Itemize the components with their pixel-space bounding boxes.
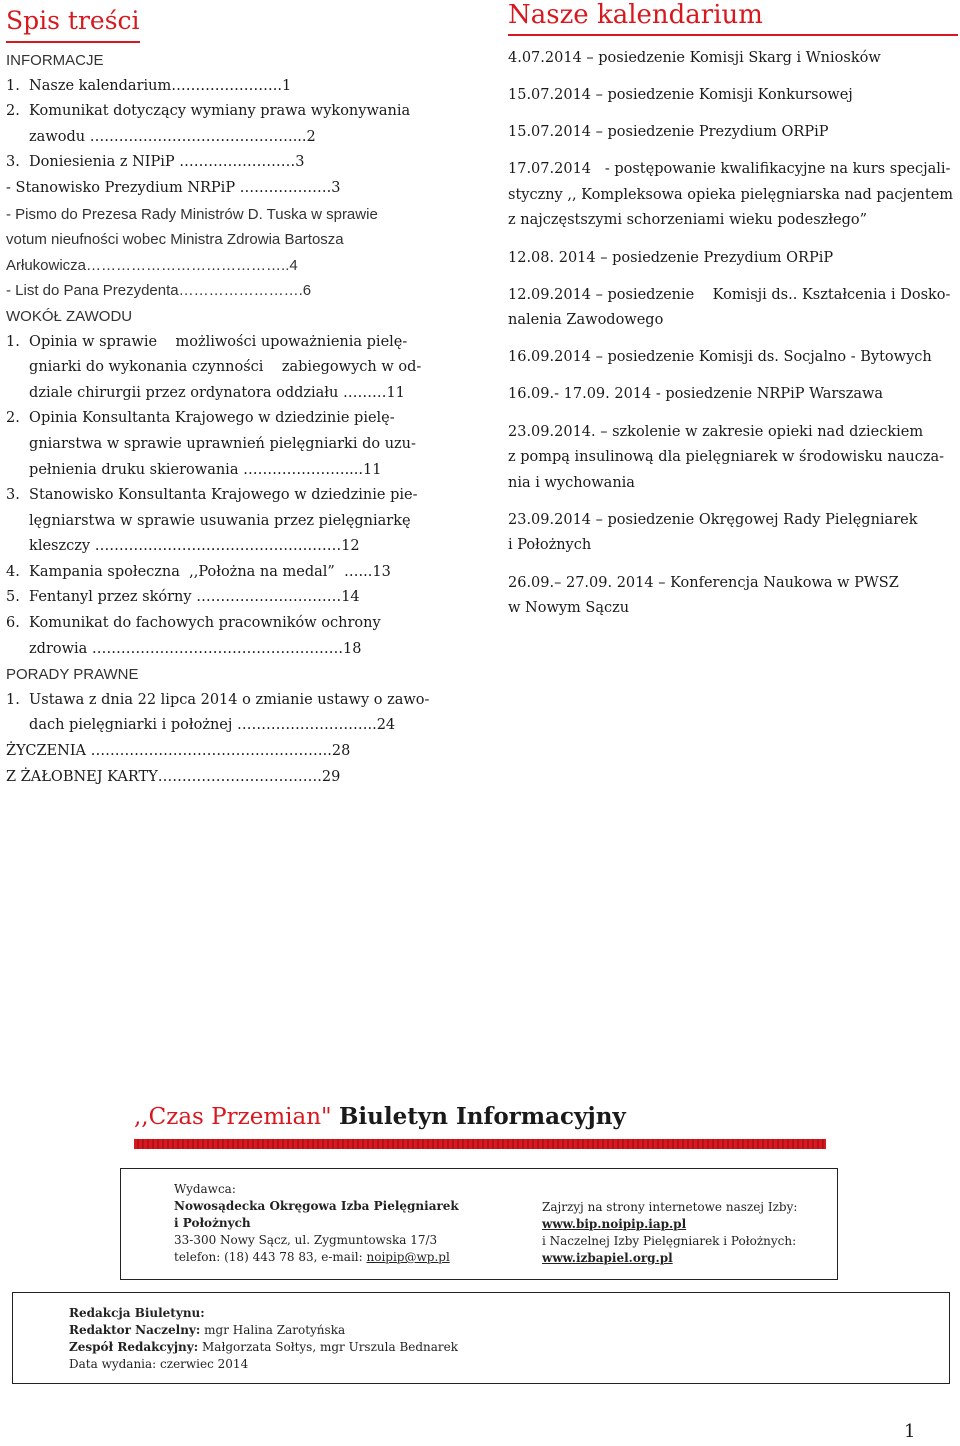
calendar-entry: 23.09.2014 – posiedzenie Okręgowej Rady Pielęgniarek i Położnych — [508, 511, 918, 554]
toc-entry: 3. Stanowisko Konsultanta Krajowego w dziedzinie pie- — [6, 487, 418, 504]
toc-entry: 2. Opinia Konsultanta Krajowego w dziedzinie pielę- — [6, 410, 395, 427]
toc-entry: 3. Doniesienia z NIPiP ……………………3 — [6, 154, 305, 171]
table-of-contents — [6, 6, 476, 790]
publisher-org-line2: i Położnych — [174, 1216, 251, 1230]
toc-entry: 1. Ustawa z dnia 22 lipca 2014 o zmianie ustawy o zawo- — [6, 691, 430, 708]
calendar-section — [508, 0, 958, 633]
toc-entry: - Stanowisko Prezydium NRPiP ……………….3 — [6, 179, 341, 196]
toc-entry: zdrowia …………………………………………….18 — [6, 640, 362, 657]
toc-entry: gniarstwa w sprawie uprawnień pielęgniarki do uzu- — [6, 435, 416, 452]
toc-entry: Arłukowicza…………………………………..4 — [6, 256, 298, 274]
calendar-entry: 12.09.2014 – posiedzenie Komisji ds.. Kształcenia i Dosko- nalenia Zawodowego — [508, 286, 951, 329]
toc-list — [6, 48, 476, 790]
bulletin-subtitle: Biuletyn Informacyjny — [338, 1103, 626, 1130]
toc-entry: 6. Komunikat do fachowych pracowników ochrony — [6, 615, 381, 632]
website-link-izbapiel[interactable]: www.izbapiel.org.pl — [542, 1251, 673, 1265]
toc-entry: 1. Nasze kalendarium…………………..1 — [6, 77, 292, 94]
toc-entry: PORADY PRAWNE — [6, 666, 139, 684]
toc-entry: - List do Pana Prezydenta…………………….6 — [6, 282, 312, 300]
websites-national: i Naczelnej Izby Pielęgniarek i Położnych: — [542, 1234, 797, 1248]
calendar-entry: 23.09.2014. – szkolenie w zakresie opieki nad dzieckiem z pompą insulinową dla pielęgniarek w środowisku naucza- nia i wychowania — [508, 423, 944, 491]
publisher-address: 33-300 Nowy Sącz, ul. Zygmuntowska 17/3 — [174, 1233, 438, 1247]
websites-info — [542, 1199, 822, 1267]
toc-entry: 5. Fentanyl przez skórny …………………………14 — [6, 589, 360, 606]
toc-entry: gniarki do wykonania czynności zabiegowych w od- — [6, 359, 422, 376]
publisher-email-link[interactable]: noipip@wp.pl — [366, 1250, 450, 1264]
publisher-phone: telefon: (18) 443 78 83, e-mail: — [174, 1250, 367, 1264]
toc-entry: 1. Opinia w sprawie możliwości upoważnienia pielę- — [6, 333, 408, 350]
toc-entry: - Pismo do Prezesa Rady Ministrów D. Tuska w sprawie — [6, 205, 378, 223]
toc-entry: pełnienia druku skierowania …………………....11 — [6, 461, 382, 478]
calendar-list — [508, 46, 958, 622]
calendar-entry: 15.07.2014 – posiedzenie Prezydium ORPiP — [508, 124, 829, 141]
editorial-info — [69, 1305, 458, 1373]
toc-title: Spis treści — [6, 6, 140, 43]
publisher-info — [174, 1181, 474, 1266]
publisher-label: Wydawca: — [174, 1182, 236, 1196]
bulletin-title — [134, 1100, 626, 1134]
team-names: Małgorzata Sołtys, mgr Urszula Bednarek — [198, 1340, 459, 1354]
toc-entry: WOKÓŁ ZAWODU — [6, 307, 133, 325]
calendar-entry: 16.09.2014 – posiedzenie Komisji ds. Socjalno - Bytowych — [508, 349, 932, 366]
decorative-rule — [134, 1139, 826, 1149]
editorial-team — [69, 1339, 458, 1356]
websites-invite: Zajrzyj na strony internetowe naszej Izby: — [542, 1200, 798, 1214]
editorial-editor — [69, 1322, 458, 1339]
toc-entry: zawodu ……………………………………...2 — [6, 128, 316, 145]
calendar-entry: 17.07.2014 - postępowanie kwalifikacyjne na kurs specjali- styczny ,, Kompleksowa opieka pielęgniarska nad pacjentem z najczęstszymi schorzeniami wieku podeszłego” — [508, 161, 954, 229]
calendar-entry: 15.07.2014 – posiedzenie Komisji Konkursowej — [508, 87, 853, 104]
editor-label: Redaktor Naczelny: — [69, 1323, 201, 1337]
toc-entry: 4. Kampania społeczna ,,Położna na medal” …...13 — [6, 563, 391, 580]
calendar-title: Nasze kalendarium — [508, 0, 958, 36]
toc-entry: kleszczy ……………………………………………12 — [6, 538, 360, 555]
publisher-box — [120, 1168, 838, 1280]
toc-entry: lęgniarstwa w sprawie usuwania przez pielęgniarkę — [6, 512, 411, 529]
editor-name: mgr Halina Zarotyńska — [200, 1323, 346, 1337]
toc-entry: votum nieufności wobec Ministra Zdrowia Bartosza — [6, 231, 344, 249]
publisher-org-line1: Nowosądecka Okręgowa Izba Pielęgniarek — [174, 1199, 459, 1213]
editorial-heading: Redakcja Biuletynu: — [69, 1306, 205, 1320]
editorial-box — [12, 1292, 950, 1384]
calendar-entry: 26.09.– 27.09. 2014 – Konferencja Naukowa w PWSZ w Nowym Sączu — [508, 574, 899, 617]
toc-entry: dziale chirurgii przez ordynatora oddziału ………11 — [6, 384, 405, 401]
publication-date: Data wydania: czerwiec 2014 — [69, 1357, 249, 1371]
calendar-entry: 4.07.2014 – posiedzenie Komisji Skarg i Wniosków — [508, 50, 881, 66]
toc-entry: 2. Komunikat dotyczący wymiany prawa wykonywania — [6, 103, 411, 120]
calendar-entry: 16.09.- 17.09. 2014 - posiedzenie NRPiP Warszawa — [508, 386, 884, 403]
toc-entry: dach pielęgniarki i położnej ………………………..24 — [6, 717, 396, 734]
team-label: Zespół Redakcyjny: — [69, 1340, 199, 1354]
website-link-bip[interactable]: www.bip.noipip.iap.pl — [542, 1217, 687, 1231]
toc-entry: Z ŻAŁOBNEJ KARTY…………………………….29 — [6, 768, 341, 785]
publisher-contact — [174, 1249, 474, 1266]
calendar-entry: 12.08. 2014 – posiedzenie Prezydium ORPiP — [508, 249, 834, 266]
page-number: 1 — [904, 1421, 916, 1442]
toc-entry: ŻYCZENIA …………………………………………..28 — [6, 743, 351, 760]
bulletin-name: ,,Czas Przemian" — [134, 1104, 339, 1130]
toc-entry: INFORMACJE — [6, 52, 104, 69]
